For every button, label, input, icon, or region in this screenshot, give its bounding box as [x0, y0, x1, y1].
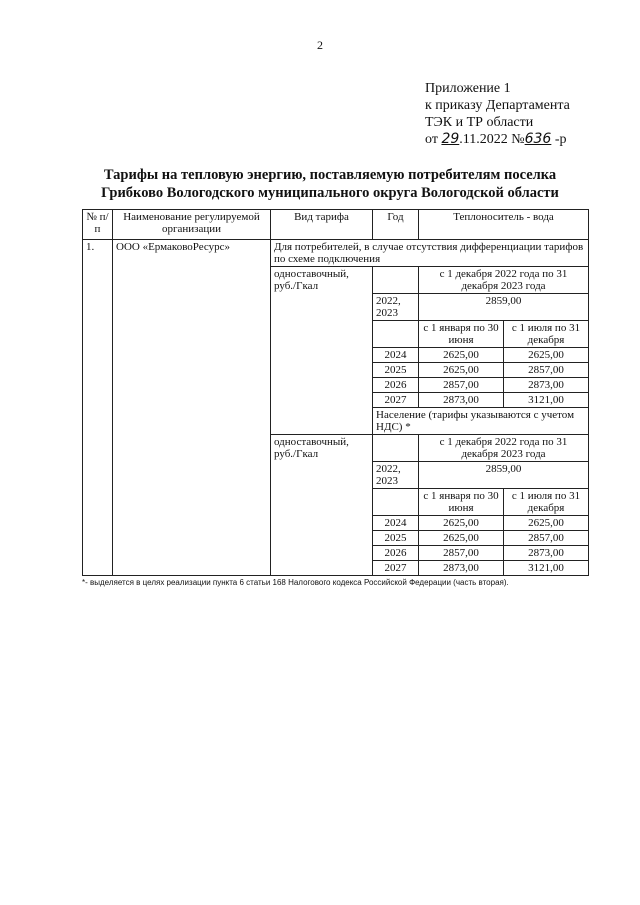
footnote: *- выделяется в целях реализации пункта 6 статьи 168 Налогового кодекса Российской Федерации (часть вторая).	[82, 578, 509, 587]
value-cell: 2857,00	[504, 363, 589, 378]
date-rest: .11.2022 №	[459, 132, 525, 147]
header-num: № п/п	[83, 210, 113, 240]
section-1-half-1: с 1 января по 30 июня	[419, 321, 504, 348]
appendix-line-1: Приложение 1	[425, 81, 511, 96]
title-line-1: Тарифы на тепловую энергию, поставляемую потребителям поселка	[103, 167, 557, 183]
appendix-line-3: ТЭК и ТР области	[425, 115, 534, 130]
value-cell: 2873,00	[504, 378, 589, 393]
value-cell: 2857,00	[419, 378, 504, 393]
value-cell: 2625,00	[419, 531, 504, 546]
section-1-tariff-type: одноставочный, руб./Гкал	[271, 267, 373, 435]
section-2-year-2022: 2022, 2023	[373, 462, 419, 489]
header-carrier: Теплоноситель - вода	[419, 210, 589, 240]
year-cell: 2024	[373, 516, 419, 531]
value-cell: 2873,00	[504, 546, 589, 561]
value-cell: 2625,00	[504, 348, 589, 363]
year-cell: 2024	[373, 348, 419, 363]
section-1-period: с 1 декабря 2022 года по 31 декабря 2023 года	[419, 267, 589, 294]
year-cell: 2027	[373, 393, 419, 408]
organization-name: ООО «ЕрмаковоРесурс»	[113, 240, 271, 576]
appendix-block	[425, 80, 570, 148]
section-1-title: Для потребителей, в случае отсутствия дифференциации тарифов по схеме подключения	[271, 240, 589, 267]
date-day-handwritten: 29	[441, 131, 460, 147]
year-cell: 2026	[373, 378, 419, 393]
value-cell: 3121,00	[504, 393, 589, 408]
value-cell: 2625,00	[419, 348, 504, 363]
row-number: 1.	[83, 240, 113, 576]
page-number: 2	[317, 38, 323, 52]
header-year: Год	[373, 210, 419, 240]
order-suffix: -р	[554, 132, 567, 147]
year-cell: 2025	[373, 363, 419, 378]
appendix-date-line	[425, 131, 570, 148]
date-prefix: от	[425, 132, 438, 147]
title-line-2: Грибково Вологодского муниципального округа Вологодской области	[101, 185, 559, 201]
tariff-table	[82, 209, 589, 576]
value-cell: 3121,00	[504, 561, 589, 576]
section-1-half-2: с 1 июля по 31 декабря	[504, 321, 589, 348]
section-2-period: с 1 декабря 2022 года по 31 декабря 2023 года	[419, 435, 589, 462]
header-org: Наименование регулируемой организации	[113, 210, 271, 240]
header-type: Вид тарифа	[271, 210, 373, 240]
table-header-row	[83, 210, 589, 240]
section-1-title-row	[83, 240, 589, 267]
value-cell: 2625,00	[419, 516, 504, 531]
value-cell: 2873,00	[419, 561, 504, 576]
section-2-value-2022: 2859,00	[419, 462, 589, 489]
section-1-value-2022: 2859,00	[419, 294, 589, 321]
document-title	[60, 166, 600, 202]
year-cell: 2027	[373, 561, 419, 576]
section-2-tariff-type: одноставочный, руб./Гкал	[271, 435, 373, 576]
section-2-half-1: с 1 января по 30 июня	[419, 489, 504, 516]
section-2-half-2: с 1 июля по 31 декабря	[504, 489, 589, 516]
value-cell: 2625,00	[419, 363, 504, 378]
value-cell: 2873,00	[419, 393, 504, 408]
section-1-year-2022: 2022, 2023	[373, 294, 419, 321]
section-2-title: Население (тарифы указываются с учетом НДС) *	[373, 408, 589, 435]
order-number-handwritten: 636	[524, 131, 552, 147]
year-cell: 2026	[373, 546, 419, 561]
value-cell: 2857,00	[419, 546, 504, 561]
year-cell: 2025	[373, 531, 419, 546]
value-cell: 2625,00	[504, 516, 589, 531]
appendix-line-2: к приказу Департамента	[425, 98, 570, 113]
value-cell: 2857,00	[504, 531, 589, 546]
